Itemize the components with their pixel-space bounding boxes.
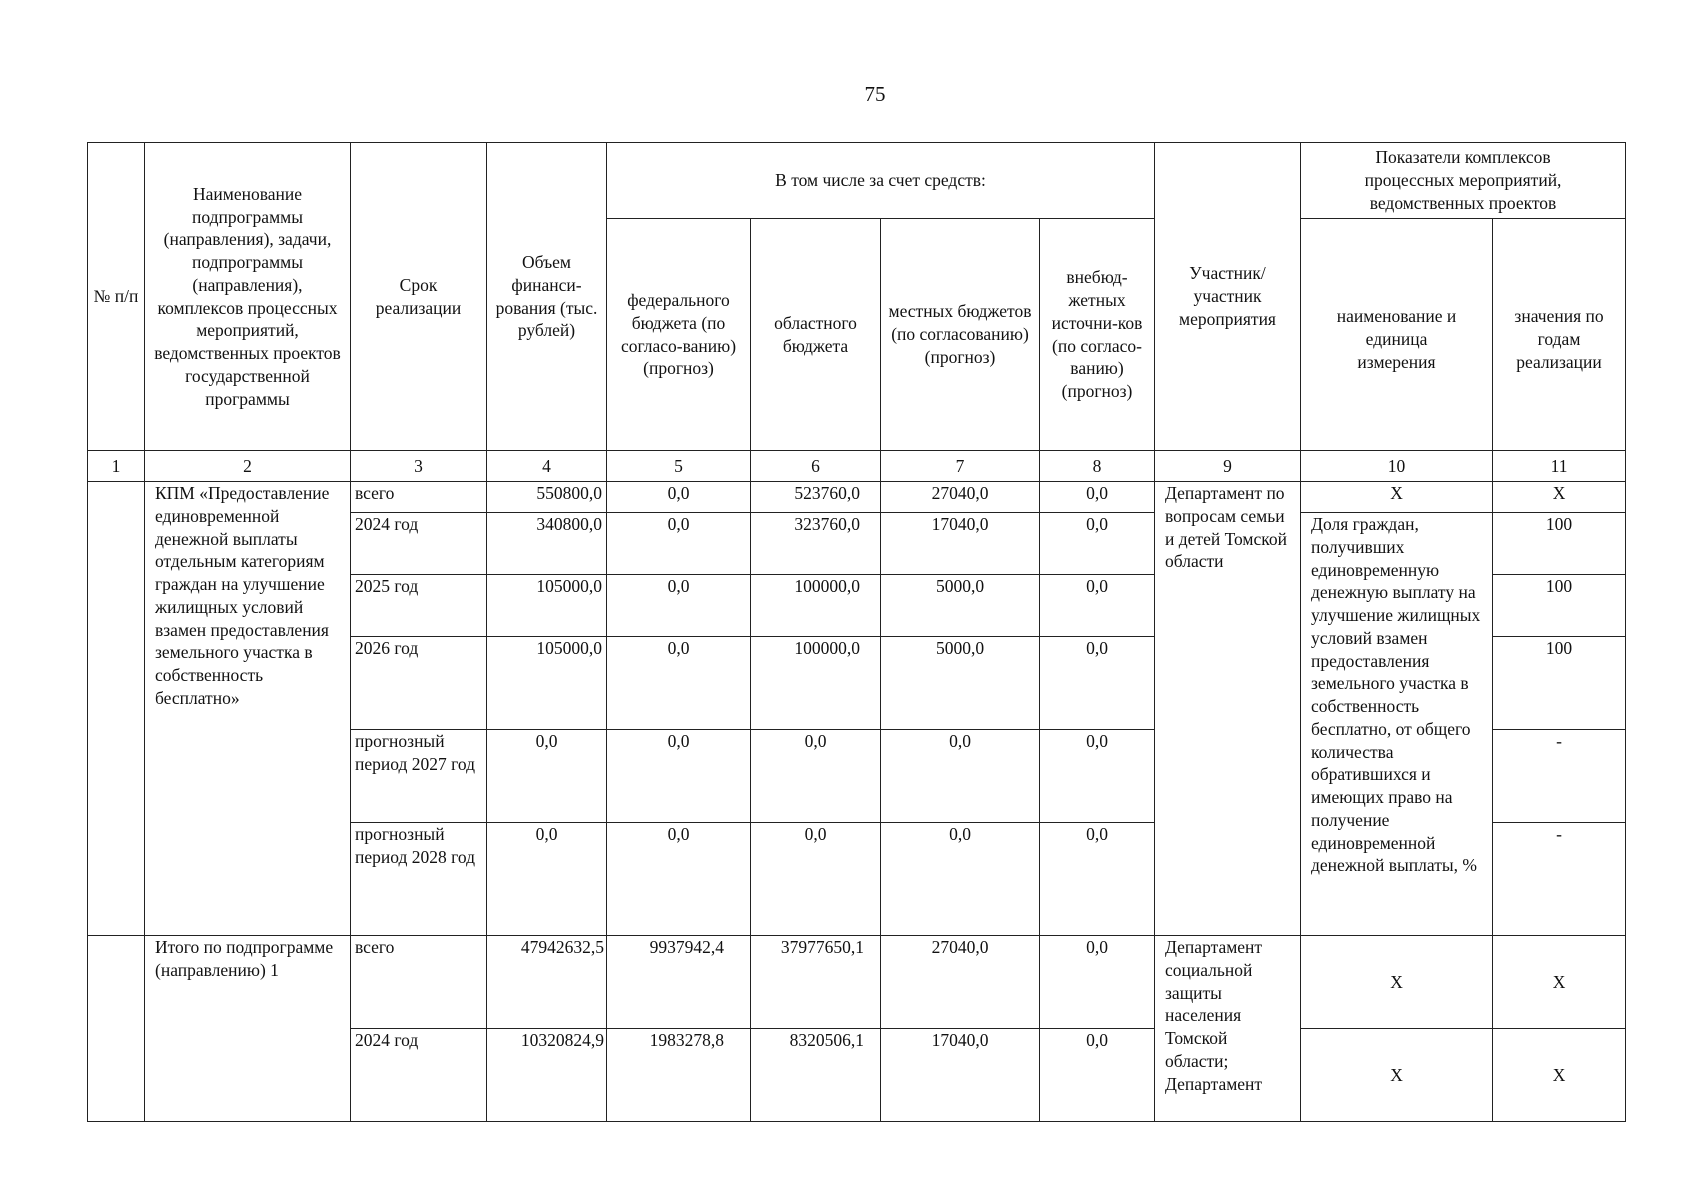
period-cell: 2025 год — [351, 575, 487, 637]
header-participant: Участник/ участник мероприятия — [1155, 143, 1301, 451]
total-cell: 10320824,9 — [487, 1029, 607, 1122]
indicator-name-cell: Доля граждан, получивших единовременную денежную выплату на улучшение жилищных условий взамен предоставления земельного участка в собственность бесплатно, от общего количества обратившихся и имеющих право на получение единовременной денежной выплаты, % — [1301, 513, 1493, 936]
indicator-value-cell: 100 — [1493, 637, 1626, 730]
indicator-value-cell: - — [1493, 823, 1626, 936]
colnum-1: 1 — [88, 451, 145, 482]
local-cell: 5000,0 — [881, 637, 1040, 730]
header-name: Наименование подпрограммы (направления), задачи, подпрограммы (направления), комплексов процессных мероприятий, ведомственных проектов государственной программы — [145, 143, 351, 451]
header-row-1 — [88, 143, 1626, 219]
local-cell: 27040,0 — [881, 482, 1040, 513]
indicator-value-cell: Х — [1493, 482, 1626, 513]
regional-cell: 0,0 — [751, 823, 881, 936]
federal-cell: 0,0 — [607, 513, 751, 575]
extrabudget-cell: 0,0 — [1040, 823, 1155, 936]
regional-cell: 8320506,1 — [751, 1029, 881, 1122]
header-federal: федерального бюджета (по согласо-ванию) (прогноз) — [607, 219, 751, 451]
header-extrabudget: внебюд-жетных источни-ков (по согласо-ванию) (прогноз) — [1040, 219, 1155, 451]
total-cell: 0,0 — [487, 730, 607, 823]
header-funding-group: В том числе за счет средств: — [607, 143, 1155, 219]
colnum-4: 4 — [487, 451, 607, 482]
indicator-value-cell: - — [1493, 730, 1626, 823]
page-number: 75 — [864, 82, 886, 106]
extrabudget-cell: 0,0 — [1040, 482, 1155, 513]
regional-cell: 100000,0 — [751, 637, 881, 730]
local-cell: 17040,0 — [881, 513, 1040, 575]
period-cell: прогнозный период 2027 год — [351, 730, 487, 823]
period-cell: 2024 год — [351, 1029, 487, 1122]
activity-name: КПМ «Предоставление единовременной денежной выплаты отдельным категориям граждан на улучшение жилищных условий взамен предоставления земельного участка в собственность бесплатно» — [145, 482, 351, 936]
local-cell: 27040,0 — [881, 936, 1040, 1029]
header-period: Срок реализации — [351, 143, 487, 451]
header-regional: областного бюджета — [751, 219, 881, 451]
federal-cell: 0,0 — [607, 575, 751, 637]
regional-cell: 0,0 — [751, 730, 881, 823]
indicator-value-cell: 100 — [1493, 575, 1626, 637]
colnum-10: 10 — [1301, 451, 1493, 482]
regional-cell: 523760,0 — [751, 482, 881, 513]
total-cell: 47942632,5 — [487, 936, 607, 1029]
extrabudget-cell: 0,0 — [1040, 1029, 1155, 1122]
federal-cell: 9937942,4 — [607, 936, 751, 1029]
period-cell: всего — [351, 936, 487, 1029]
extrabudget-cell: 0,0 — [1040, 513, 1155, 575]
federal-cell: 1983278,8 — [607, 1029, 751, 1122]
regional-cell: 323760,0 — [751, 513, 881, 575]
local-cell: 5000,0 — [881, 575, 1040, 637]
period-cell: прогнозный период 2028 год — [351, 823, 487, 936]
colnum-5: 5 — [607, 451, 751, 482]
period-cell: 2026 год — [351, 637, 487, 730]
participant-cell: Департамент социальной защиты населения Томской области; Департамент — [1155, 936, 1301, 1122]
column-numbers-row — [88, 451, 1626, 482]
indicator-value-cell: Х — [1493, 1029, 1626, 1122]
indicator-value-cell: 100 — [1493, 513, 1626, 575]
colnum-3: 3 — [351, 451, 487, 482]
total-cell: 0,0 — [487, 823, 607, 936]
colnum-11: 11 — [1493, 451, 1626, 482]
federal-cell: 0,0 — [607, 637, 751, 730]
header-local: местных бюджетов (по согласованию) (прогноз) — [881, 219, 1040, 451]
colnum-6: 6 — [751, 451, 881, 482]
local-cell: 0,0 — [881, 730, 1040, 823]
extrabudget-cell: 0,0 — [1040, 936, 1155, 1029]
period-cell: всего — [351, 482, 487, 513]
header-indicator-name: наименование и единица измерения — [1301, 219, 1493, 451]
total-cell: 340800,0 — [487, 513, 607, 575]
regional-cell: 100000,0 — [751, 575, 881, 637]
total-cell: 105000,0 — [487, 637, 607, 730]
federal-cell: 0,0 — [607, 482, 751, 513]
colnum-8: 8 — [1040, 451, 1155, 482]
header-indicators-group: Показатели комплексов процессных мероприятий, ведомственных проектов — [1301, 143, 1626, 219]
participant-cell: Департамент по вопросам семьи и детей Томской области — [1155, 482, 1301, 936]
total-cell: 550800,0 — [487, 482, 607, 513]
federal-cell: 0,0 — [607, 730, 751, 823]
indicator-name-cell: Х — [1301, 1029, 1493, 1122]
colnum-2: 2 — [145, 451, 351, 482]
row-number — [88, 482, 145, 936]
extrabudget-cell: 0,0 — [1040, 730, 1155, 823]
header-volume: Объем финанси-рования (тыс. рублей) — [487, 143, 607, 451]
total-cell: 105000,0 — [487, 575, 607, 637]
row-number — [88, 936, 145, 1122]
indicator-name-cell: Х — [1301, 482, 1493, 513]
period-cell: 2024 год — [351, 513, 487, 575]
extrabudget-cell: 0,0 — [1040, 637, 1155, 730]
header-indicator-values: значения по годам реализации — [1493, 219, 1626, 451]
extrabudget-cell: 0,0 — [1040, 575, 1155, 637]
colnum-7: 7 — [881, 451, 1040, 482]
table-row — [88, 936, 1626, 1029]
indicator-value-cell: Х — [1493, 936, 1626, 1029]
federal-cell: 0,0 — [607, 823, 751, 936]
indicator-name-cell: Х — [1301, 936, 1493, 1029]
header-num: № п/п — [88, 143, 145, 451]
activity-name: Итого по подпрограмме (направлению) 1 — [145, 936, 351, 1122]
regional-cell: 37977650,1 — [751, 936, 881, 1029]
local-cell: 17040,0 — [881, 1029, 1040, 1122]
colnum-9: 9 — [1155, 451, 1301, 482]
table-row — [88, 482, 1626, 513]
local-cell: 0,0 — [881, 823, 1040, 936]
program-table — [87, 142, 1626, 1122]
